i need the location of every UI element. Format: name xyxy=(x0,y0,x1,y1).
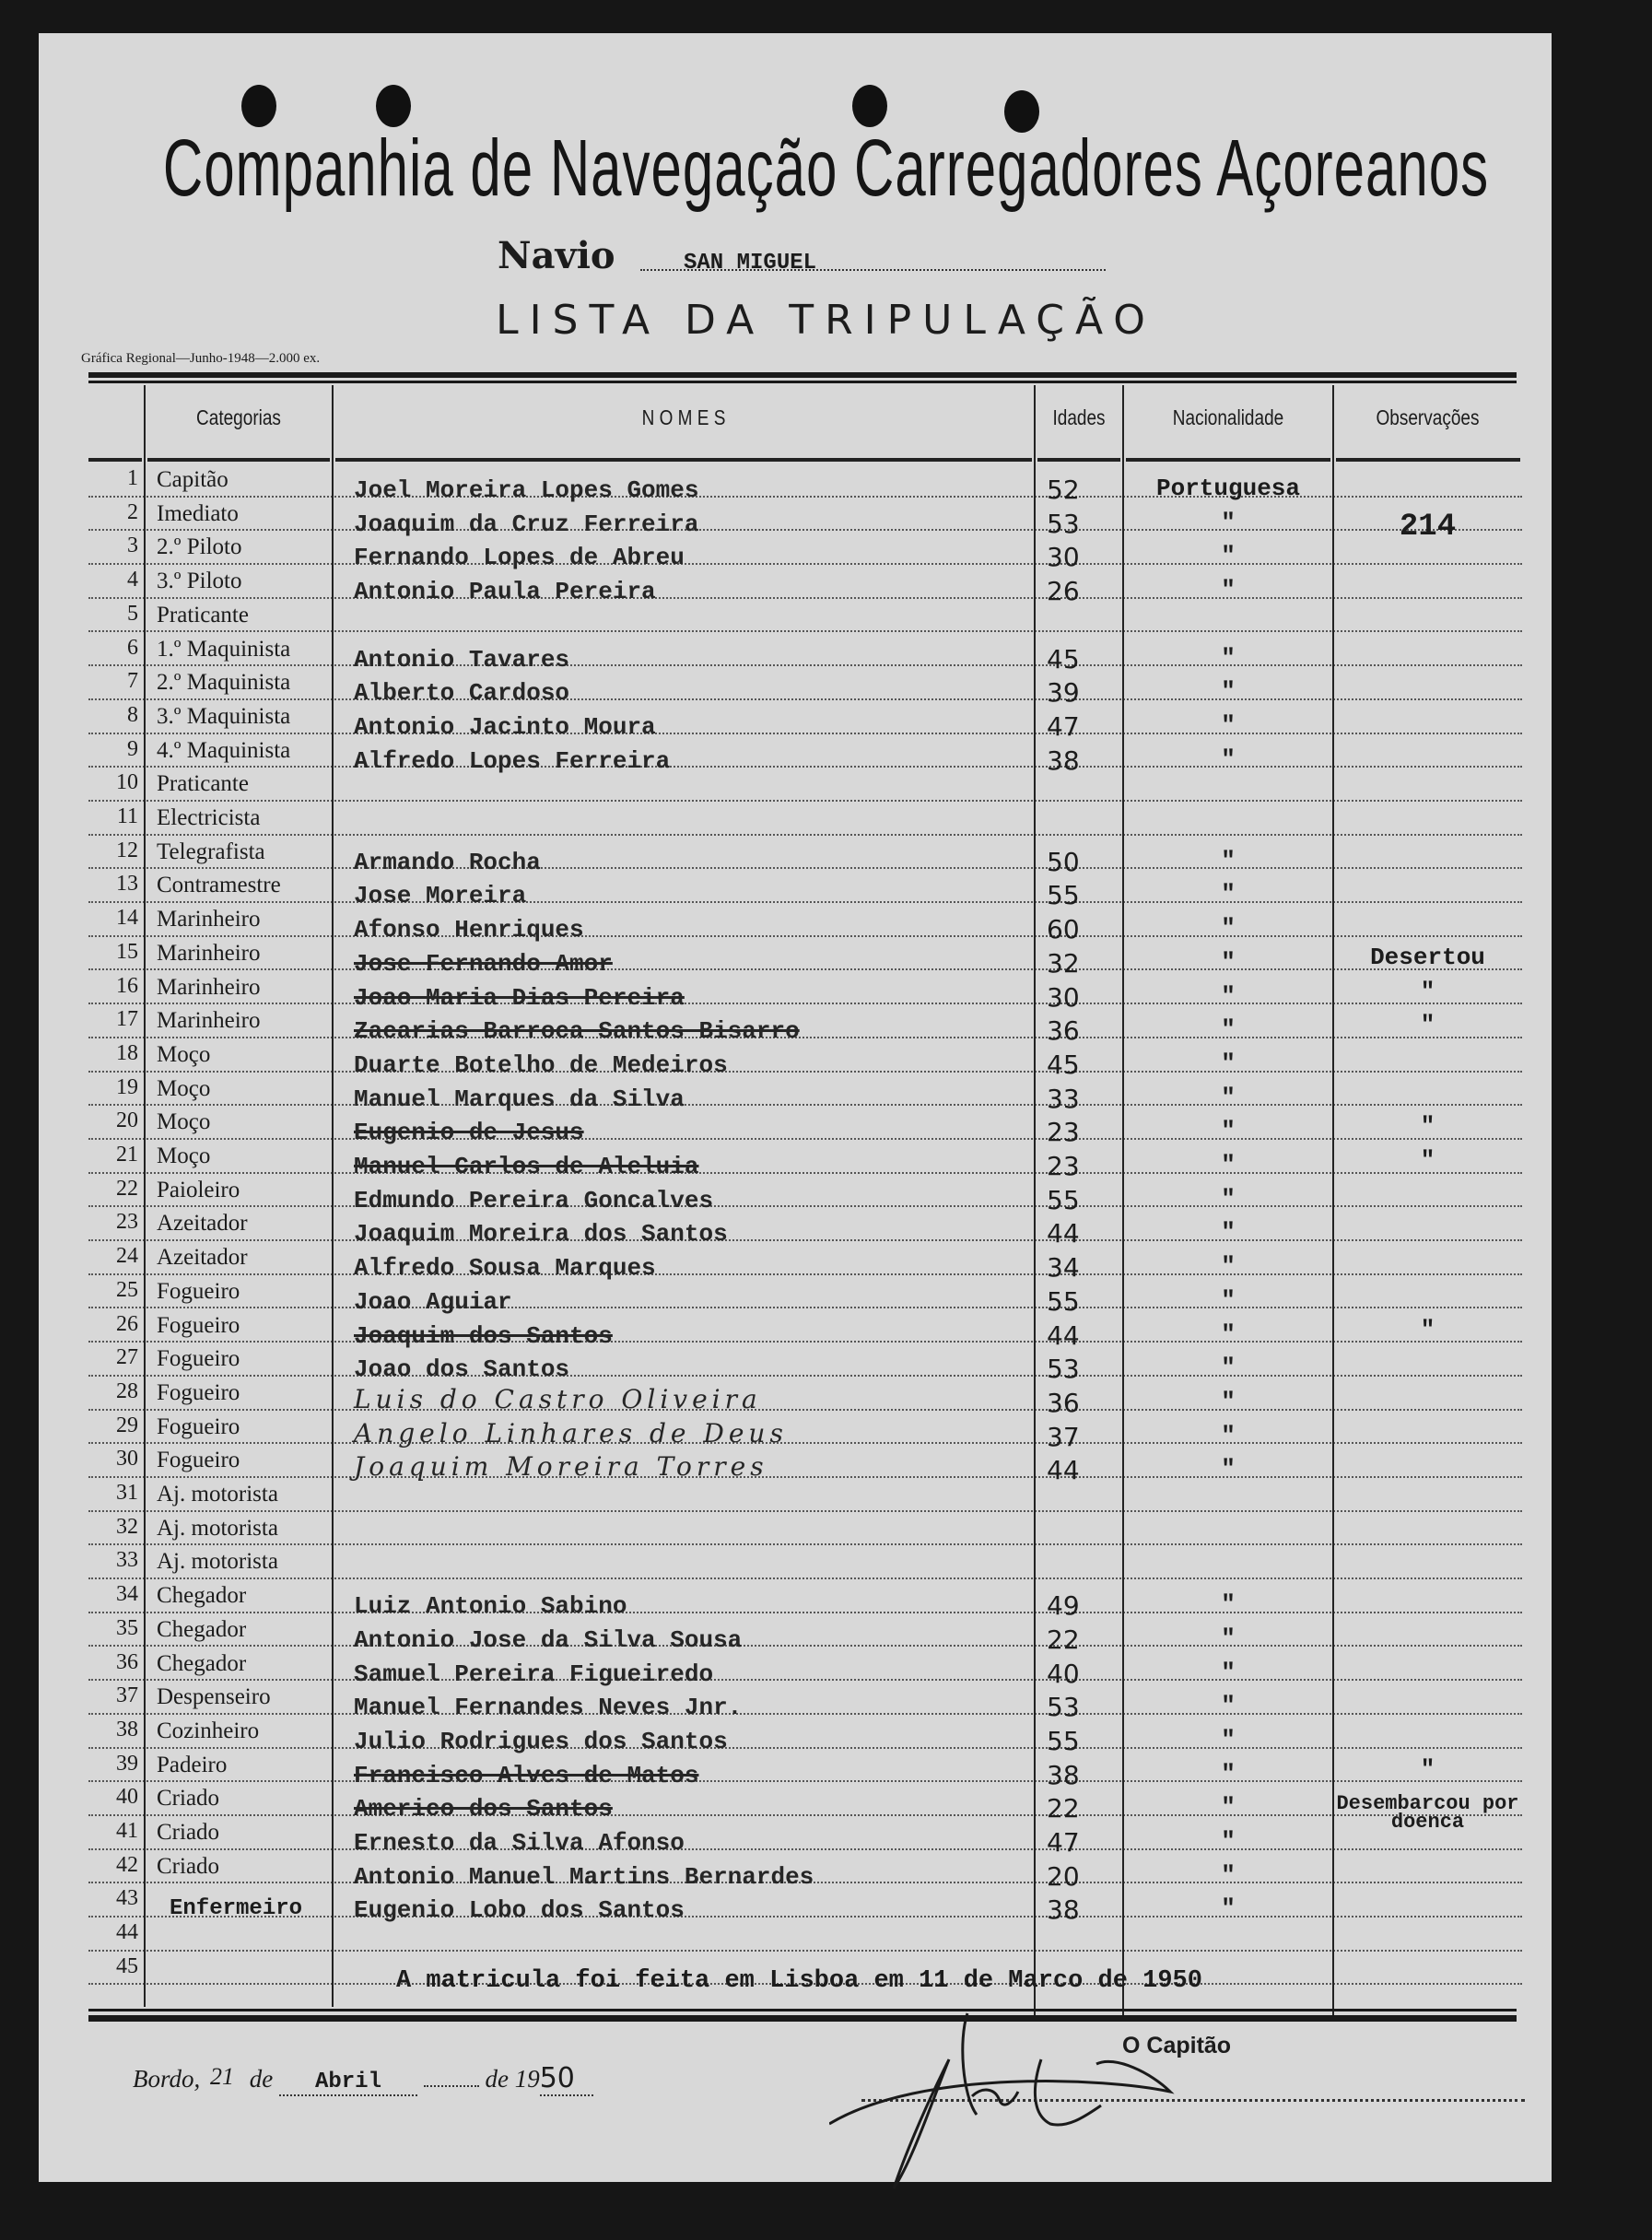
crew-category: Moço xyxy=(157,1143,211,1168)
row-number: 43 xyxy=(116,1886,138,1911)
crew-nationality: " xyxy=(1221,947,1236,976)
column-header-observations: Observações xyxy=(1376,406,1480,430)
crew-category: Fogueiro xyxy=(157,1278,240,1304)
crew-nationality: " xyxy=(1221,1793,1236,1822)
crew-nationality: " xyxy=(1221,1860,1236,1889)
crew-nationality: " xyxy=(1221,880,1236,909)
table-row xyxy=(88,463,1522,505)
row-number: 33 xyxy=(116,1548,138,1573)
table-row xyxy=(88,1073,1522,1114)
crew-name: Edmundo Pereira Goncalves xyxy=(354,1186,714,1214)
row-number: 12 xyxy=(116,838,138,862)
crew-name: Joao Maria Dias Pereira xyxy=(354,983,685,1012)
crew-nationality: " xyxy=(1221,1455,1236,1484)
row-number: 10 xyxy=(116,770,138,795)
crew-age: 34 xyxy=(1047,1252,1080,1284)
table-row xyxy=(88,1377,1522,1418)
crew-observation: " xyxy=(1420,1112,1435,1141)
crew-name: Eugenio Lobo dos Santos xyxy=(354,1896,685,1925)
table-row xyxy=(88,1917,1522,1952)
crew-category: Moço xyxy=(157,1075,211,1101)
printer-note: Gráfica Regional—Junho-1948—2.000 ex. xyxy=(81,351,321,366)
crew-nationality: " xyxy=(1221,1252,1236,1281)
crew-observation: Desembarcou por doenca xyxy=(1336,1792,1519,1835)
crew-name: Manuel Fernandes Neves Jnr. xyxy=(354,1694,743,1722)
crew-nationality: " xyxy=(1221,542,1236,570)
crew-category: Criado xyxy=(157,1820,220,1845)
crew-name: Antonio Jose da Silva Sousa xyxy=(354,1625,743,1654)
table-row xyxy=(88,1478,1522,1512)
crew-nationality: " xyxy=(1221,1049,1236,1077)
crew-name: Afonso Henriques xyxy=(354,916,584,944)
row-number: 14 xyxy=(116,906,138,931)
crew-age: 22 xyxy=(1047,1624,1080,1655)
row-number: 38 xyxy=(116,1717,138,1742)
crew-nationality: " xyxy=(1221,1421,1236,1449)
table-row xyxy=(88,1241,1522,1284)
row-number: 16 xyxy=(116,973,138,998)
crew-age: 55 xyxy=(1047,1184,1080,1215)
place-label: Bordo, xyxy=(133,2065,201,2093)
crew-category: Marinheiro xyxy=(157,1008,261,1034)
crew-name: Joaquim Moreira dos Santos xyxy=(354,1220,728,1249)
crew-name: Francisco Alves de Matos xyxy=(354,1761,699,1789)
crew-age: 50 xyxy=(1047,846,1080,877)
row-number: 25 xyxy=(116,1277,138,1302)
table-row xyxy=(88,869,1522,911)
crew-name: Angelo Linhares de Deus xyxy=(354,1417,788,1448)
header-underline xyxy=(1126,458,1330,462)
table-row xyxy=(88,1816,1522,1858)
crew-name: Manuel Carlos de Aleluia xyxy=(354,1153,699,1180)
crew-nationality: " xyxy=(1221,643,1236,672)
crew-observation: " xyxy=(1420,977,1435,1005)
table-row xyxy=(88,531,1522,573)
crew-name: Zacarias Barroca Santos Bisarro xyxy=(354,1017,800,1046)
crew-nationality: " xyxy=(1221,1590,1236,1619)
table-row xyxy=(88,1749,1522,1790)
crew-category: Aj. motorista xyxy=(157,1482,278,1507)
crew-observation: " xyxy=(1420,1146,1435,1174)
crew-nationality: " xyxy=(1221,1151,1236,1179)
crew-age: 47 xyxy=(1047,710,1080,742)
row-number: 26 xyxy=(116,1311,138,1336)
crew-name: Antonio Manuel Martins Bernardes xyxy=(354,1862,814,1891)
table-row xyxy=(88,1343,1522,1385)
crew-name: Joao dos Santos xyxy=(354,1355,570,1384)
row-number: 35 xyxy=(116,1615,138,1640)
table-row xyxy=(88,802,1522,836)
row-number: 28 xyxy=(116,1378,138,1403)
crew-age: 44 xyxy=(1047,1319,1080,1351)
crew-name: Duarte Botelho de Medeiros xyxy=(354,1050,728,1079)
captain-signature xyxy=(829,2004,1271,2207)
crew-nationality: " xyxy=(1221,1083,1236,1111)
header-rule xyxy=(88,372,1517,378)
crew-name: Alfredo Sousa Marques xyxy=(354,1254,656,1283)
table-row xyxy=(88,1275,1522,1317)
crew-age: 55 xyxy=(1047,1285,1080,1317)
crew-nationality: " xyxy=(1221,1387,1236,1415)
crew-category: Aj. motorista xyxy=(157,1549,278,1575)
table-row xyxy=(88,1883,1522,1926)
ship-name: SAN MIGUEL xyxy=(684,251,817,276)
row-number: 30 xyxy=(116,1447,138,1472)
crew-category: 4.º Maquinista xyxy=(157,737,291,763)
crew-nationality: " xyxy=(1221,1117,1236,1145)
crew-name: Ernesto da Silva Afonso xyxy=(354,1829,685,1857)
crew-category: Moço xyxy=(157,1041,211,1067)
crew-nationality: " xyxy=(1221,846,1236,874)
crew-age: 40 xyxy=(1047,1658,1080,1689)
day-handwritten: 21 xyxy=(210,2063,234,2090)
row-number: 19 xyxy=(116,1074,138,1099)
crew-category: 2.º Maquinista xyxy=(157,670,291,696)
crew-age: 37 xyxy=(1047,1421,1080,1452)
crew-name: Alberto Cardoso xyxy=(354,679,570,708)
table-row xyxy=(88,937,1522,979)
crew-age: 60 xyxy=(1047,914,1080,945)
row-number: 2 xyxy=(127,499,138,524)
crew-name: Jose Fernando Amor xyxy=(354,949,613,978)
crew-category: Chegador xyxy=(157,1650,247,1676)
table-row xyxy=(88,633,1522,674)
crew-nationality: " xyxy=(1221,508,1236,536)
crew-category: 1.º Maquinista xyxy=(157,636,291,662)
crew-nationality: " xyxy=(1221,1759,1236,1788)
crew-category: Fogueiro xyxy=(157,1448,240,1473)
table-row xyxy=(88,1106,1522,1148)
crew-category: Telegrafista xyxy=(157,839,265,864)
crew-category: Azeitador xyxy=(157,1211,248,1237)
crew-observation: " xyxy=(1420,1315,1435,1343)
crew-name: Jose Moreira xyxy=(354,882,527,910)
row-number: 6 xyxy=(127,635,138,660)
crew-name: Joel Moreira Lopes Gomes xyxy=(354,476,699,504)
crew-category: Enfermeiro xyxy=(170,1896,303,1922)
de-label: de xyxy=(249,2065,274,2093)
crew-nationality: " xyxy=(1221,1725,1236,1753)
year-handwritten: 50 xyxy=(540,2062,593,2096)
crew-age: 20 xyxy=(1047,1860,1080,1892)
table-row xyxy=(88,666,1522,709)
crew-category: Aj. motorista xyxy=(157,1515,278,1541)
crew-age: 53 xyxy=(1047,508,1080,539)
table-row xyxy=(88,1174,1522,1215)
crew-age: 53 xyxy=(1047,1692,1080,1723)
row-number: 11 xyxy=(116,804,138,828)
crew-category: Criado xyxy=(157,1786,220,1812)
column-header-nationality: Nacionalidade xyxy=(1172,406,1284,430)
header-rule xyxy=(88,381,1517,383)
crew-nationality: " xyxy=(1221,1015,1236,1044)
crew-category: Criado xyxy=(157,1853,220,1879)
crew-category: Fogueiro xyxy=(157,1346,240,1372)
table-row xyxy=(88,1444,1522,1486)
crew-name: Americo dos Santos xyxy=(354,1795,613,1824)
crew-nationality: " xyxy=(1221,677,1236,706)
crew-age: 44 xyxy=(1047,1218,1080,1249)
crew-age: 45 xyxy=(1047,643,1080,674)
crew-nationality: " xyxy=(1221,914,1236,943)
table-row xyxy=(88,768,1522,802)
table-row xyxy=(88,498,1522,545)
row-number: 27 xyxy=(116,1345,138,1370)
crew-name: Alfredo Lopes Ferreira xyxy=(354,746,671,775)
table-row xyxy=(88,1681,1522,1723)
column-header-ages: Idades xyxy=(1052,406,1106,430)
header-underline xyxy=(335,458,1032,462)
crew-category: Marinheiro xyxy=(157,907,261,932)
crew-nationality: " xyxy=(1221,1658,1236,1686)
crew-name: Antonio Tavares xyxy=(354,645,570,674)
table-row xyxy=(88,1309,1522,1351)
column-divider xyxy=(332,385,334,2007)
crew-age: 30 xyxy=(1047,981,1080,1013)
crew-name: Samuel Pereira Figueiredo xyxy=(354,1659,714,1688)
table-row xyxy=(88,1545,1522,1579)
crew-age: 39 xyxy=(1047,677,1080,709)
crew-age: 45 xyxy=(1047,1049,1080,1080)
footer-rule xyxy=(88,2015,1517,2022)
row-number: 45 xyxy=(116,1953,138,1978)
crew-nationality: " xyxy=(1221,981,1236,1010)
crew-category: Cozinheiro xyxy=(157,1718,260,1743)
table-row xyxy=(88,1715,1522,1756)
crew-nationality: " xyxy=(1221,1624,1236,1652)
crew-name: Manuel Marques da Silva xyxy=(354,1085,685,1113)
crew-age: 55 xyxy=(1047,880,1080,911)
row-number: 31 xyxy=(116,1481,138,1505)
crew-observation: 214 xyxy=(1399,509,1457,545)
crew-age: 38 xyxy=(1047,1894,1080,1926)
row-number: 15 xyxy=(116,939,138,964)
crew-category: Capitão xyxy=(157,467,228,492)
crew-category: Moço xyxy=(157,1109,211,1135)
row-number: 21 xyxy=(116,1143,138,1167)
form-title: LISTA DA TRIPULAÇÃO xyxy=(496,297,1156,344)
row-number: 18 xyxy=(116,1040,138,1065)
row-number: 40 xyxy=(116,1785,138,1810)
row-number: 9 xyxy=(127,736,138,761)
row-number: 32 xyxy=(116,1514,138,1539)
crew-category: 3.º Piloto xyxy=(157,569,242,594)
table-row xyxy=(88,1038,1522,1080)
crew-age: 36 xyxy=(1047,1015,1080,1047)
table-row xyxy=(88,903,1522,945)
crew-age: 30 xyxy=(1047,542,1080,573)
crew-category: Azeitador xyxy=(157,1245,248,1271)
row-number: 13 xyxy=(116,872,138,897)
table-row xyxy=(88,734,1522,776)
column-divider xyxy=(144,385,146,2007)
crew-nationality: " xyxy=(1221,576,1236,604)
row-number: 44 xyxy=(116,1920,138,1945)
table-row xyxy=(88,1850,1522,1892)
crew-name: Joaquim Moreira Torres xyxy=(354,1451,768,1483)
crew-age: 52 xyxy=(1047,475,1080,505)
table-row xyxy=(88,1411,1522,1452)
crew-category: Praticante xyxy=(157,602,249,627)
crew-age: 33 xyxy=(1047,1083,1080,1114)
row-number: 42 xyxy=(116,1852,138,1877)
row-number: 36 xyxy=(116,1649,138,1674)
crew-nationality: " xyxy=(1221,1218,1236,1247)
crew-age: 38 xyxy=(1047,745,1080,776)
crew-observation: " xyxy=(1420,1754,1435,1783)
row-number: 34 xyxy=(116,1582,138,1607)
table-row xyxy=(88,971,1522,1013)
crew-category: Fogueiro xyxy=(157,1379,240,1405)
table-row xyxy=(88,836,1522,877)
footer-rule xyxy=(88,2009,1517,2011)
crew-name: Fernando Lopes de Abreu xyxy=(354,544,685,572)
row-number: 41 xyxy=(116,1819,138,1843)
header-underline xyxy=(147,458,330,462)
crew-category: 2.º Piloto xyxy=(157,534,242,560)
crew-age: 47 xyxy=(1047,1827,1080,1858)
crew-category: Contramestre xyxy=(157,873,281,898)
header-underline xyxy=(1336,458,1520,462)
crew-nationality: " xyxy=(1221,1184,1236,1213)
row-number: 24 xyxy=(116,1244,138,1269)
crew-age: 32 xyxy=(1047,947,1080,979)
crew-age: 23 xyxy=(1047,1151,1080,1181)
crew-category: Chegador xyxy=(157,1583,247,1609)
crew-nationality: " xyxy=(1221,1354,1236,1382)
table-row xyxy=(88,1613,1522,1655)
header-underline xyxy=(88,458,142,462)
crew-category: Despenseiro xyxy=(157,1684,271,1710)
crew-name: Luiz Antonio Sabino xyxy=(354,1592,627,1621)
row-number: 23 xyxy=(116,1210,138,1235)
column-divider xyxy=(1122,385,1124,2016)
row-number: 3 xyxy=(127,534,138,558)
ship-label: Navio xyxy=(498,234,615,277)
captain-label: O Capitão xyxy=(1122,2033,1232,2058)
crew-category: Paioleiro xyxy=(157,1177,240,1202)
table-row xyxy=(88,700,1522,742)
row-number: 39 xyxy=(116,1751,138,1776)
crew-category: Chegador xyxy=(157,1616,247,1642)
row-number: 8 xyxy=(127,702,138,727)
crew-category: Imediato xyxy=(157,500,239,526)
row-number: 5 xyxy=(127,601,138,626)
table-row xyxy=(88,1512,1522,1546)
crew-category: Marinheiro xyxy=(157,974,261,1000)
table-row xyxy=(88,1579,1522,1622)
crew-nationality: " xyxy=(1221,745,1236,773)
crew-name: Julio Rodrigues dos Santos xyxy=(354,1727,728,1755)
crew-age: 53 xyxy=(1047,1354,1080,1385)
row-number: 29 xyxy=(116,1413,138,1437)
column-divider xyxy=(1332,385,1334,2018)
table-row xyxy=(88,565,1522,607)
crew-category: Marinheiro xyxy=(157,940,261,966)
month-value: Abril xyxy=(279,2070,417,2096)
row-number: 4 xyxy=(127,568,138,592)
registration-note: A matricula foi feita em Lisboa em 11 de Marco de 1950 xyxy=(396,1967,1202,1995)
row-number: 7 xyxy=(127,669,138,694)
crew-observation: Desertou xyxy=(1370,943,1485,971)
place-date-line xyxy=(133,2062,593,2096)
row-number: 22 xyxy=(116,1176,138,1201)
table-row xyxy=(88,1207,1522,1249)
crew-name: Joao Aguiar xyxy=(354,1287,512,1316)
crew-category: Praticante xyxy=(157,771,249,797)
crew-age: 23 xyxy=(1047,1117,1080,1148)
row-number: 17 xyxy=(116,1007,138,1032)
crew-name: Antonio Paula Pereira xyxy=(354,578,656,606)
crew-category: Electricista xyxy=(157,805,261,830)
crew-name: Luis do Castro Oliveira xyxy=(354,1383,762,1414)
crew-age: 26 xyxy=(1047,576,1080,607)
row-number: 1 xyxy=(127,466,138,490)
crew-nationality: " xyxy=(1221,1319,1236,1348)
crew-nationality: " xyxy=(1221,1827,1236,1855)
crew-category: Padeiro xyxy=(157,1752,228,1777)
year-prefix: de 19 xyxy=(485,2065,540,2093)
crew-category: Fogueiro xyxy=(157,1312,240,1338)
crew-name: Joaquim da Cruz Ferreira xyxy=(354,510,699,538)
crew-nationality: Portuguesa xyxy=(1155,475,1301,502)
row-number: 37 xyxy=(116,1683,138,1708)
column-divider xyxy=(1034,385,1036,2016)
table-row xyxy=(88,599,1522,633)
table-row xyxy=(88,1140,1522,1181)
crew-observation: " xyxy=(1420,1011,1435,1039)
crew-nationality: " xyxy=(1221,1894,1236,1923)
header-underline xyxy=(1037,458,1120,462)
crew-age: 49 xyxy=(1047,1590,1080,1622)
crew-age: 22 xyxy=(1047,1793,1080,1824)
row-number: 20 xyxy=(116,1108,138,1133)
company-title: Companhia de Navegação Carregadores Açoreanos xyxy=(162,123,1490,213)
crew-age: 38 xyxy=(1047,1759,1080,1790)
crew-age: 44 xyxy=(1047,1455,1080,1486)
column-header-names: N O M E S xyxy=(641,406,726,430)
table-row xyxy=(88,1004,1522,1047)
crew-category: Fogueiro xyxy=(157,1413,240,1439)
crew-category: 3.º Maquinista xyxy=(157,703,291,729)
table-row xyxy=(88,1648,1522,1689)
crew-name: Antonio Jacinto Moura xyxy=(354,712,656,741)
crew-nationality: " xyxy=(1221,710,1236,739)
crew-age: 36 xyxy=(1047,1387,1080,1418)
crew-name: Armando Rocha xyxy=(354,848,541,876)
crew-age: 55 xyxy=(1047,1725,1080,1756)
crew-name: Joaquim dos Santos xyxy=(354,1321,613,1350)
crew-nationality: " xyxy=(1221,1692,1236,1720)
crew-nationality: " xyxy=(1221,1285,1236,1314)
column-header-categories: Categorias xyxy=(196,406,281,430)
crew-name: Eugenio de Jesus xyxy=(354,1119,584,1147)
